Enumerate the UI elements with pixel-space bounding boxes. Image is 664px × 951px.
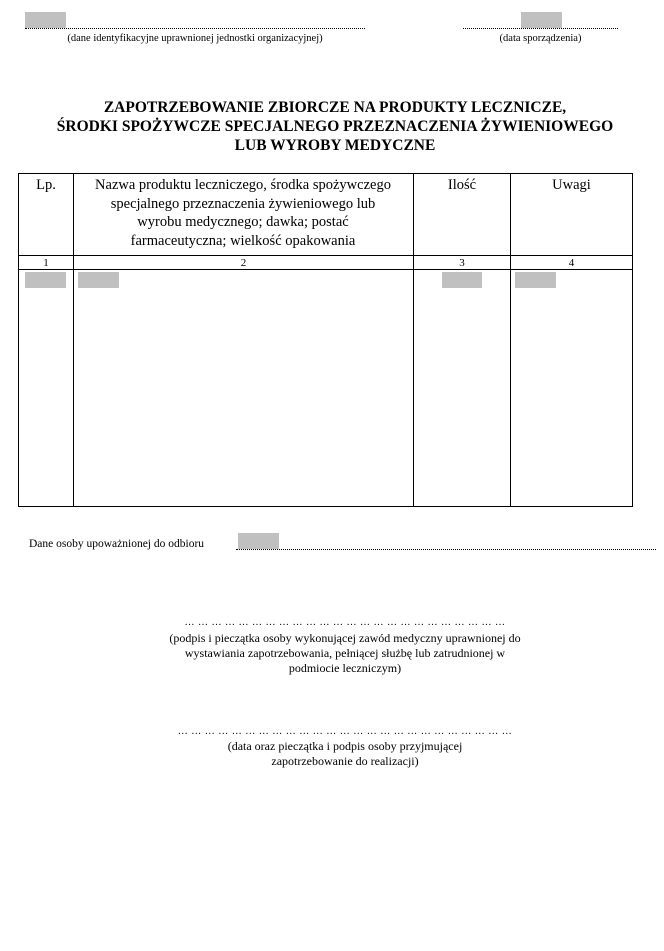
organization-id-redacted [25, 12, 66, 28]
header-notes: Uwagi [552, 177, 591, 193]
date-caption: (data sporządzenia) [499, 33, 582, 44]
date-redacted [521, 12, 562, 28]
col-number-2: 2 [240, 257, 247, 269]
signature1-caption: (podpis i pieczątka osoby wykonującej zawód medyczny uprawnionej do wystawiania zapotrzebowania, pełniącej służbę lub zatrudnionej w podmiocie leczniczym) [169, 631, 521, 675]
recipient-line [236, 549, 656, 550]
table-border-right [632, 173, 633, 507]
title-line-1: ZAPOTRZEBOWANIE ZBIORCZE NA PRODUKTY LECZNICZE, [103, 99, 567, 116]
table-border-top [18, 173, 633, 174]
header-product-name: Nazwa produktu leczniczego, środka spożywczego specjalnego przeznaczenia żywieniowego lub wyrobu medycznego; dawka; postać farmaceutyczna; wielkość opakowania [95, 177, 391, 249]
recipient-label: Dane osoby upoważnionej do odbioru [29, 538, 205, 550]
table-col-sep-3 [510, 173, 511, 507]
header-quantity: Ilość [447, 177, 477, 193]
recipient-redacted [238, 533, 279, 549]
title-line-3: LUB WYROBY MEDYCZNE [234, 137, 436, 154]
signature2-dots: … … … … … … … … … … … … … … … … … … … … … … … … … [177, 726, 513, 737]
header-lp: Lp. [36, 177, 56, 193]
organization-id-caption: (dane identyfikacyjne uprawnionej jednostki organizacyjnej) [67, 33, 323, 44]
signature2-caption: (data oraz pieczątka i podpis osoby przyjmującej zapotrzebowanie do realizacji) [227, 739, 463, 768]
table-col-sep-2 [413, 173, 414, 507]
products-table [18, 173, 633, 507]
col-number-3: 3 [459, 257, 465, 269]
row-qty-redacted [442, 272, 482, 288]
title-line-2: ŚRODKI SPOŻYWCZE SPECJALNEGO PRZEZNACZENIA ŻYWIENIOWEGO [56, 118, 614, 135]
row-notes-redacted [515, 272, 556, 288]
table-col-sep-1 [73, 173, 74, 507]
col-number-1: 1 [43, 257, 49, 269]
row-name-redacted [78, 272, 119, 288]
table-border-left [18, 173, 19, 507]
date-line [463, 28, 618, 29]
organization-id-line [25, 28, 365, 29]
table-border-bottom [18, 506, 633, 507]
col-number-4: 4 [568, 257, 575, 269]
signature1-dots: … … … … … … … … … … … … … … … … … … … … … … … … [184, 617, 506, 628]
row-lp-redacted [25, 272, 66, 288]
document-title [20, 98, 650, 155]
